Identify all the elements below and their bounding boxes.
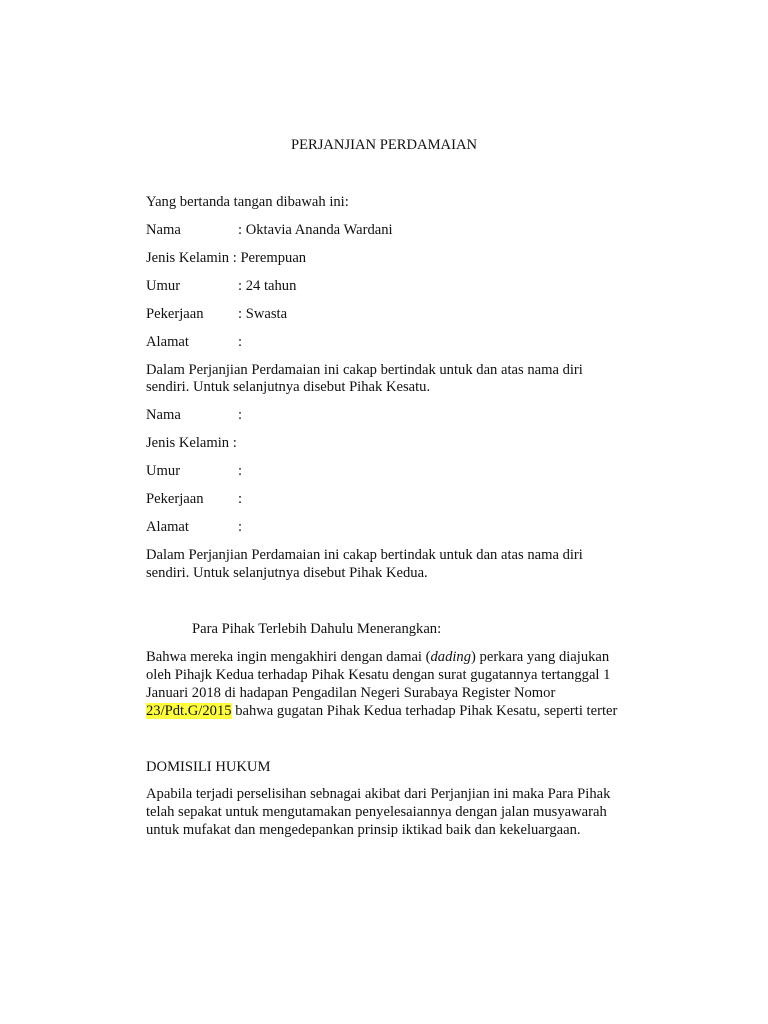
party2-umur-value: : (238, 463, 243, 479)
recital-line1 (146, 648, 609, 666)
recital-line2: oleh Pihajk Kedua terhadap Pihak Kesatu dengan surat gugatannya tertanggal 1 (146, 667, 611, 683)
domicile-line3: untuk mufakat dan mengedepankan prinsip iktikad baik dan kekeluargaan. (146, 822, 581, 838)
party2-umur-label: Umur (146, 463, 181, 479)
party2-alamat-value: : (238, 519, 243, 535)
party1-alamat-label: Alamat (146, 334, 189, 350)
recital-line3: Januari 2018 di hadapan Pengadilan Negeri Surabaya Register Nomor (146, 685, 556, 701)
party2-pekerjaan-value: : (238, 491, 243, 507)
party2-statement-line2: sendiri. Untuk selanjutnya disebut Pihak Kedua. (146, 565, 428, 581)
party2-statement-line1: Dalam Perjanjian Perdamaian ini cakap bertindak untuk dan atas nama diri (146, 547, 583, 563)
party1-alamat-row (146, 333, 242, 351)
recital-line4-rest: bahwa gugatan Pihak Kedua terhadap Pihak Kesatu, seperti terter (231, 703, 618, 719)
party2-pekerjaan-label: Pekerjaan (146, 491, 204, 507)
party1-alamat-value: : (238, 334, 243, 350)
party1-pekerjaan-value: : Swasta (238, 306, 288, 322)
recital-line1-italic: dading (430, 649, 472, 665)
party1-umur-row (146, 277, 296, 295)
party1-jenis-kelamin-row: Jenis Kelamin : Perempuan (146, 250, 307, 266)
party1-statement-line2: sendiri. Untuk selanjutnya disebut Pihak Kesatu. (146, 379, 431, 395)
domicile-heading: DOMISILI HUKUM (146, 759, 271, 775)
party1-umur-label: Umur (146, 278, 181, 294)
party1-umur-value: : 24 tahun (238, 278, 297, 294)
domicile-line2: telah sepakat untuk mengutamakan penyelesaiannya dengan jalan musyawarah (146, 804, 607, 820)
party2-pekerjaan-row (146, 490, 242, 508)
party1-pekerjaan-label: Pekerjaan (146, 306, 204, 322)
register-number-highlight: 23/Pdt.G/2015 (146, 703, 232, 719)
party1-nama-label: Nama (146, 222, 181, 238)
document-title: PERJANJIAN PERDAMAIAN (290, 137, 478, 153)
party1-statement-line1: Dalam Perjanjian Perdamaian ini cakap bertindak untuk dan atas nama diri (146, 362, 583, 378)
party2-umur-row (146, 462, 242, 480)
party2-nama-value: : (238, 407, 243, 423)
domicile-line1: Apabila terjadi perselisihan sebnagai akibat dari Perjanjian ini maka Para Pihak (146, 786, 611, 802)
party2-alamat-row (146, 518, 242, 536)
party1-nama-value: : Oktavia Ananda Wardani (238, 222, 393, 238)
recital-line1-start: Bahwa mereka ingin mengakhiri dengan damai ( (146, 649, 431, 665)
party2-jenis-kelamin-row: Jenis Kelamin : (146, 435, 237, 451)
recital-line4 (146, 702, 617, 720)
party1-pekerjaan-row (146, 305, 287, 323)
party2-nama-label: Nama (146, 407, 181, 423)
recital-line1-end: ) perkara yang diajukan (471, 649, 610, 665)
party2-nama-row (146, 406, 242, 424)
intro-text: Yang bertanda tangan dibawah ini: (146, 194, 349, 210)
recital-heading: Para Pihak Terlebih Dahulu Menerangkan: (192, 621, 442, 637)
party2-alamat-label: Alamat (146, 519, 189, 535)
party1-nama-row (146, 221, 393, 239)
